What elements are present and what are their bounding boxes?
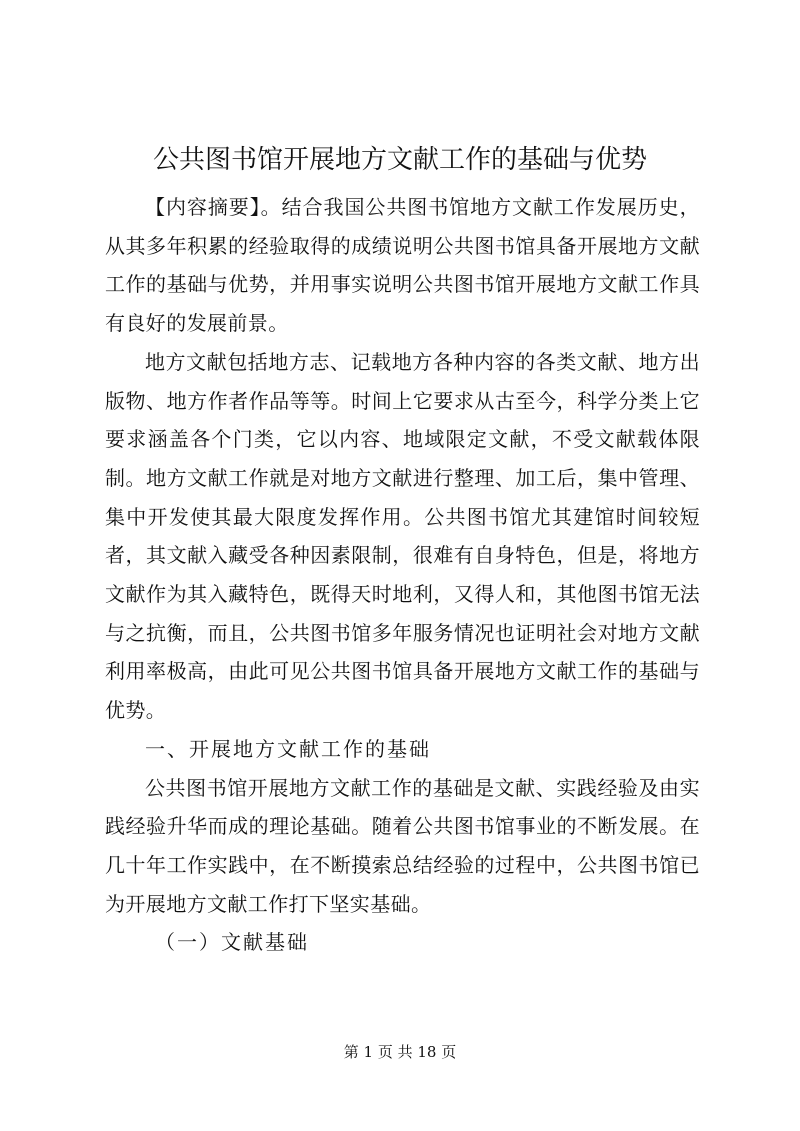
abstract-paragraph: 【内容摘要】。结合我国公共图书馆地方文献工作发展历史，从其多年积累的经验取得的成绩说明公共图书馆具备开展地方文献工作的基础与优势，并用事实说明公共图书馆开展地方文献工作具有良好的发展前景。	[105, 195, 700, 336]
document-title: 公共图书馆开展地方文献工作的基础与优势	[152, 145, 647, 175]
section-heading: 一、开展地方文献工作的基础	[145, 736, 431, 761]
document-body	[105, 188, 700, 962]
body-paragraph: 公共图书馆开展地方文献工作的基础是文献、实践经验及由实践经验升华而成的理论基础。随着公共图书馆事业的不断发展。在几十年工作实践中，在不断摸索总结经验的过程中，公共图书馆已为开展地方文献工作打下坚实基础。	[105, 775, 700, 916]
subsection-heading: （一）文献基础	[155, 930, 309, 955]
body-paragraph: 地方文献包括地方志、记载地方各种内容的各类文献、地方出版物、地方作者作品等等。时间上它要求从古至今，科学分类上它要求涵盖各个门类，它以内容、地域限定文献，不受文献载体限制。地方文献工作就是对地方文献进行整理、加工后，集中管理、集中开发使其最大限度发挥作用。公共图书馆尤其建馆时间较短者，其文献入藏受各种因素限制，很难有自身特色，但是，将地方文献作为其入藏特色，既得天时地利，又得人和，其他图书馆无法与之抗衡，而且，公共图书馆多年服务情况也证明社会对地方文献利用率极高，由此可见公共图书馆具备开展地方文献工作的基础与优势。	[105, 349, 700, 723]
page-footer: 第 1 页 共 18 页	[343, 1043, 457, 1061]
